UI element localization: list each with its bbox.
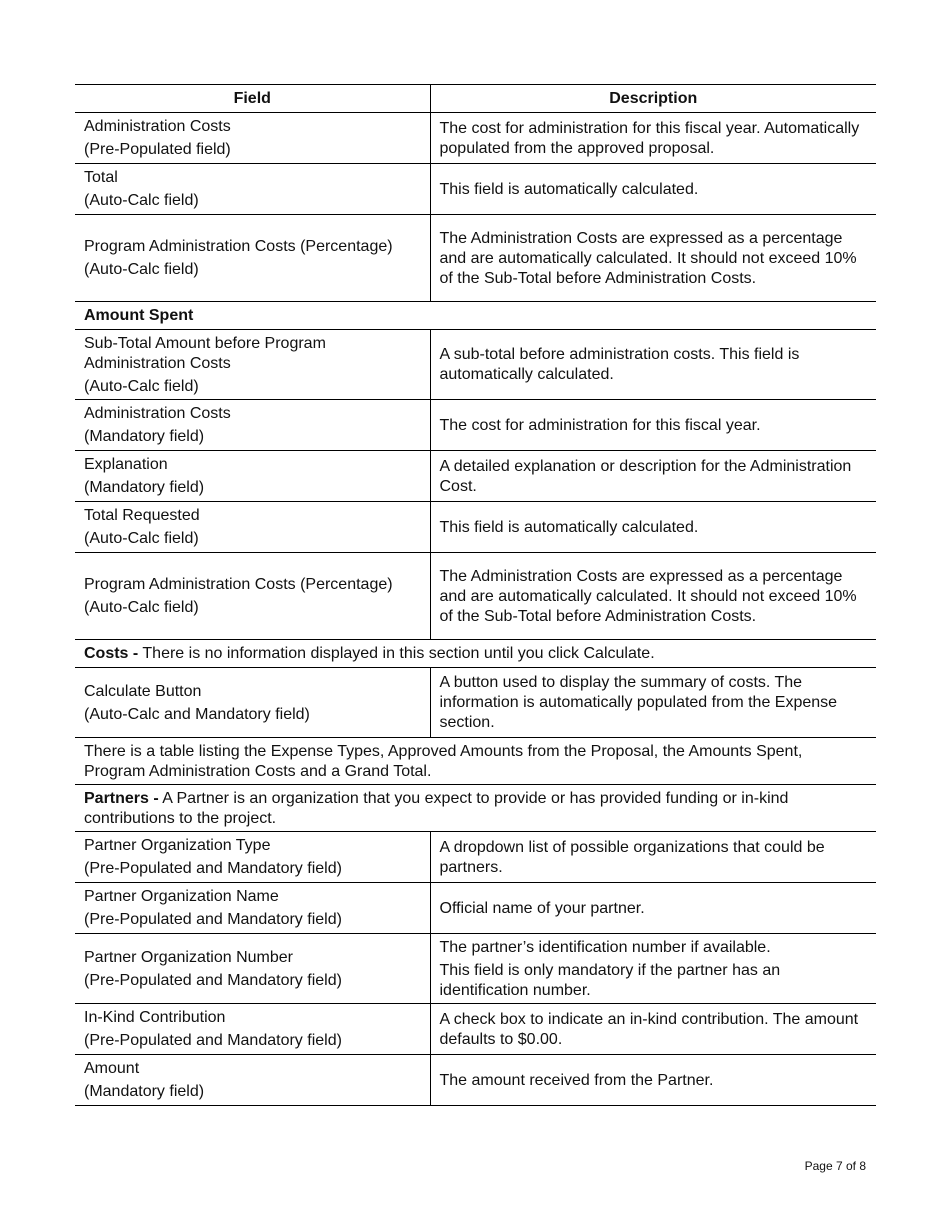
table-row [75,1055,876,1106]
description-cell [430,934,876,1004]
description-text-2: This field is only mandatory if the partner has an identification number. [439,961,781,999]
note-cell: There is a table listing the Expense Types, Approved Amounts from the Proposal, the Amounts Spent, Program Administration Costs and a Grand Total. [75,738,876,785]
field-cell [75,934,430,1004]
table-header-row [75,85,876,113]
field-note: (Auto-Calc field) [84,599,199,616]
section-cell [75,302,876,330]
section-cell [75,785,876,832]
field-name: Calculate Button [84,682,202,700]
field-note: (Auto-Calc field) [84,377,199,395]
field-name: Sub-Total Amount before Program Administration Costs [84,334,326,372]
field-name: Partner Organization Number [84,948,293,966]
description-cell: A check box to indicate an in-kind contribution. The amount defaults to $0.00. [430,1004,876,1055]
table-row [75,1004,876,1055]
section-row-amount-spent [75,302,876,330]
description-cell: This field is automatically calculated. [430,164,876,215]
table-row [75,400,876,451]
table-row [75,668,876,738]
section-title: Partners - [84,789,159,807]
field-note: (Pre-Populated and Mandatory field) [84,971,342,989]
field-cell [75,113,430,164]
description-cell: The amount received from the Partner. [430,1055,876,1106]
description-cell: The cost for administration for this fiscal year. Automatically populated from the approved proposal. [430,113,876,164]
field-note: (Pre-Populated and Mandatory field) [84,1032,342,1049]
field-note: (Mandatory field) [84,428,205,445]
section-row-partners [75,785,876,832]
field-note: (Auto-Calc field) [84,530,199,547]
section-row-costs [75,640,876,668]
section-text: A Partner is an organization that you expect to provide or has provided funding or in-kind contributions to the project. [84,789,789,827]
field-note: (Mandatory field) [84,479,205,496]
description-cell: Official name of your partner. [430,883,876,934]
table-row [75,330,876,400]
field-name: Total Requested [84,507,200,524]
table-row [75,553,876,640]
field-cell [75,400,430,451]
table-row [75,164,876,215]
description-cell: A button used to display the summary of costs. The information is automatically populated from the Expense section. [430,668,876,738]
field-name: Amount [84,1060,140,1077]
table-row [75,934,876,1004]
field-note: (Mandatory field) [84,1083,205,1100]
field-name: Partner Organization Name [84,888,279,905]
section-cell [75,640,876,668]
field-note: (Pre-Populated and Mandatory field) [84,860,342,877]
field-cell [75,330,430,400]
table-row [75,451,876,502]
description-cell: The cost for administration for this fiscal year. [430,400,876,451]
field-cell [75,553,430,640]
field-cell [75,215,430,302]
field-name: Program Administration Costs (Percentage) [84,576,393,593]
field-note: (Auto-Calc field) [84,261,199,278]
description-cell: The Administration Costs are expressed as a percentage and are automatically calculated. It should not exceed 10% of the Sub-Total before Administration Costs. [430,215,876,302]
section-title: Amount Spent [84,307,194,324]
header-description: Description [430,85,876,113]
field-cell [75,883,430,934]
section-title: Costs - [84,645,139,662]
description-cell: This field is automatically calculated. [430,502,876,553]
field-cell [75,451,430,502]
field-description-table [75,84,876,1106]
table-row [75,113,876,164]
field-name: Program Administration Costs (Percentage) [84,238,393,255]
field-cell [75,668,430,738]
description-cell: A detailed explanation or description for the Administration Cost. [430,451,876,502]
table-row [75,832,876,883]
field-name: In-Kind Contribution [84,1009,226,1026]
description-text: The partner’s identification number if available. [439,938,771,956]
field-cell [75,164,430,215]
field-name: Total [84,169,118,186]
table-row [75,502,876,553]
field-note: (Auto-Calc and Mandatory field) [84,705,310,723]
table-row [75,883,876,934]
field-name: Partner Organization Type [84,837,271,854]
section-text: There is no information displayed in this section until you click Calculate. [138,645,655,662]
page-number: Page 7 of 8 [804,1159,866,1173]
table-row [75,215,876,302]
note-row-expense-table [75,738,876,785]
field-cell [75,832,430,883]
field-cell [75,502,430,553]
field-cell [75,1055,430,1106]
field-cell [75,1004,430,1055]
header-field: Field [75,85,430,113]
field-note: (Auto-Calc field) [84,192,199,209]
field-name: Administration Costs [84,405,231,422]
description-cell: A dropdown list of possible organizations that could be partners. [430,832,876,883]
description-cell: A sub-total before administration costs. This field is automatically calculated. [430,330,876,400]
field-name: Administration Costs [84,118,231,135]
description-cell: The Administration Costs are expressed as a percentage and are automatically calculated. It should not exceed 10% of the Sub-Total before Administration Costs. [430,553,876,640]
field-note: (Pre-Populated and Mandatory field) [84,911,342,928]
field-note: (Pre-Populated field) [84,141,231,158]
field-name: Explanation [84,456,168,473]
